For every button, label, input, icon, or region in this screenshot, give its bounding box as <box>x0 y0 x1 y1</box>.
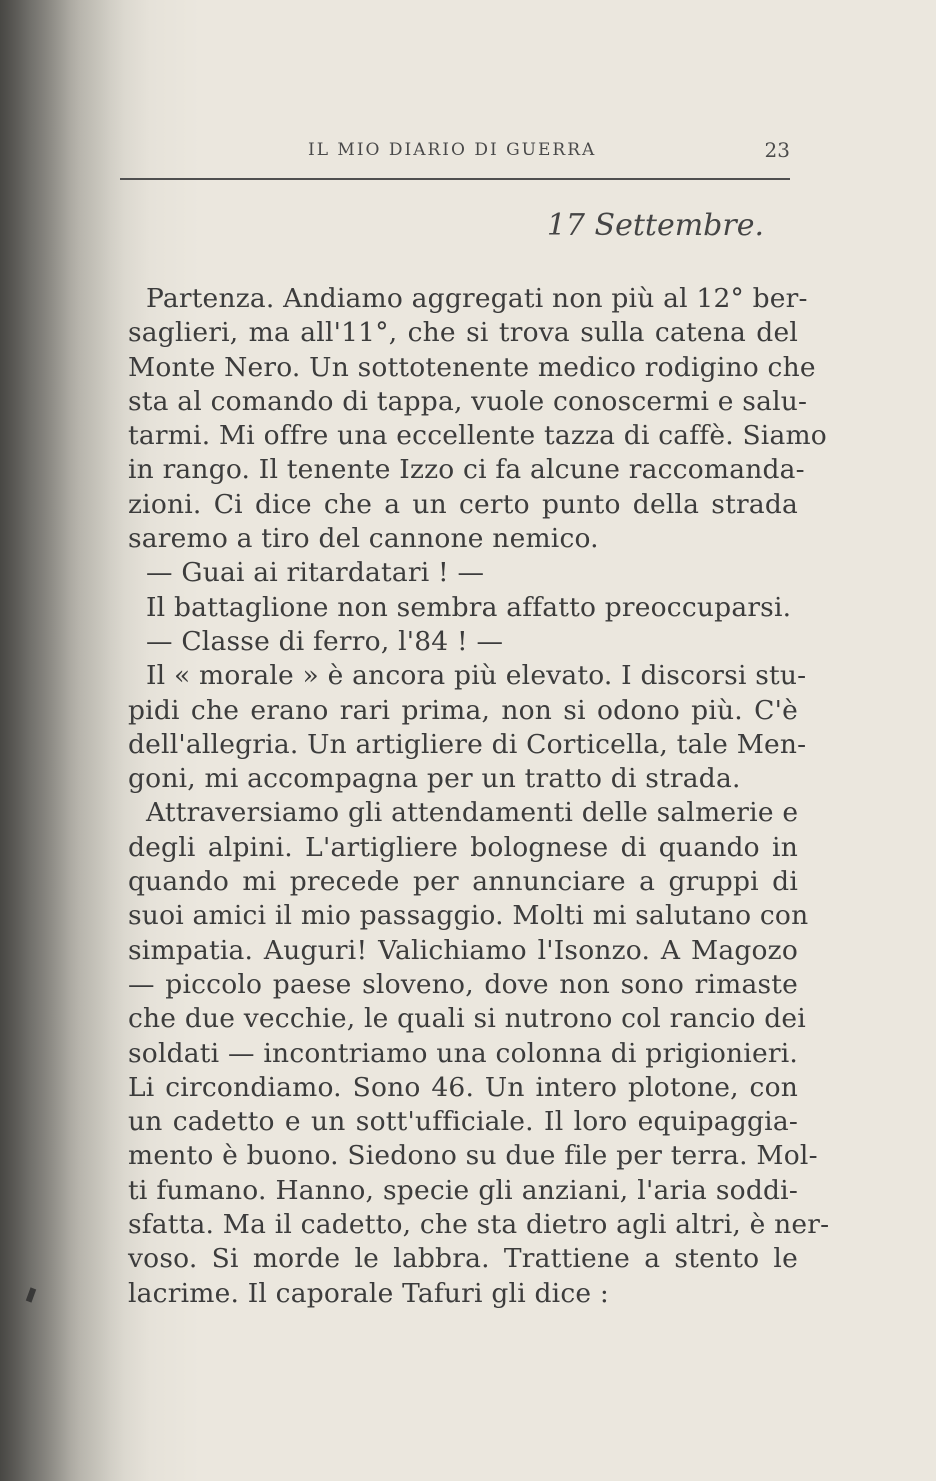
text-line: — Classe di ferro, l'84 ! — <box>146 625 504 657</box>
text-line: pidi che erano rari prima, non si odono più. C'è <box>128 694 798 726</box>
text-line: lacrime. Il caporale Tafuri gli dice : <box>128 1277 610 1309</box>
text-line: tarmi. Mi offre una eccellente tazza di caffè. Siamo <box>128 420 827 452</box>
text-line: un cadetto e un sott'ufficiale. Il loro equipaggia- <box>128 1106 798 1138</box>
text-line: Il battaglione non sembra affatto preoccuparsi. <box>146 591 792 623</box>
text-line: Attraversiamo gli attendamenti delle salmerie e <box>146 797 799 829</box>
binding-shadow <box>0 0 125 1481</box>
text-line: Il « morale » è ancora più elevato. I discorsi stu- <box>146 660 807 692</box>
text-line: simpatia. Auguri! Valichiamo l'Isonzo. A Magozo <box>128 934 798 966</box>
header-rule <box>120 178 790 180</box>
text-line: Monte Nero. Un sottotenente medico rodigino che <box>128 351 816 383</box>
text-line: dell'allegria. Un artigliere di Corticella, tale Men- <box>128 728 807 760</box>
text-line: in rango. Il tenente Izzo ci fa alcune raccomanda- <box>128 454 805 486</box>
text-line: che due vecchie, le quali si nutrono col rancio dei <box>128 1003 806 1035</box>
text-line: Li circondiamo. Sono 46. Un intero plotone, con <box>128 1071 798 1103</box>
text-line: quando mi precede per annunciare a gruppi di <box>128 866 798 898</box>
page-number: 23 <box>764 138 790 162</box>
body-text <box>128 282 830 1311</box>
text-line: mento è buono. Siedono su due file per terra. Mol- <box>128 1140 818 1172</box>
text-line: ti fumano. Hanno, specie gli anziani, l'aria soddi- <box>128 1174 798 1206</box>
text-line: sfatta. Ma il cadetto, che sta dietro agli altri, è ner- <box>128 1209 830 1241</box>
text-line: voso. Si morde le labbra. Trattiene a stento le <box>128 1243 798 1275</box>
text-line: zioni. Ci dice che a un certo punto della strada <box>128 488 798 520</box>
text-line: saremo a tiro del cannone nemico. <box>128 523 599 555</box>
text-line: suoi amici il mio passaggio. Molti mi salutano con <box>128 900 809 932</box>
text-line: — Guai ai ritardatari ! — <box>146 557 485 589</box>
text-line: sta al comando di tappa, vuole conoscermi e salu- <box>128 385 808 417</box>
text-line: — piccolo paese sloveno, dove non sono rimaste <box>128 968 798 1000</box>
text-line: goni, mi accompagna per un tratto di strada. <box>128 763 741 795</box>
running-header <box>120 138 800 174</box>
text-line: soldati — incontriamo una colonna di prigionieri. <box>128 1037 798 1069</box>
text-line: degli alpini. L'artigliere bolognese di quando in <box>128 831 798 863</box>
text-line: Partenza. Andiamo aggregati non più al 12° ber- <box>146 283 808 314</box>
header-title: IL MIO DIARIO DI GUERRA <box>308 140 597 160</box>
date-heading: 17 Settembre. <box>546 208 764 243</box>
text-line: saglieri, ma all'11°, che si trova sulla catena del <box>128 317 798 349</box>
